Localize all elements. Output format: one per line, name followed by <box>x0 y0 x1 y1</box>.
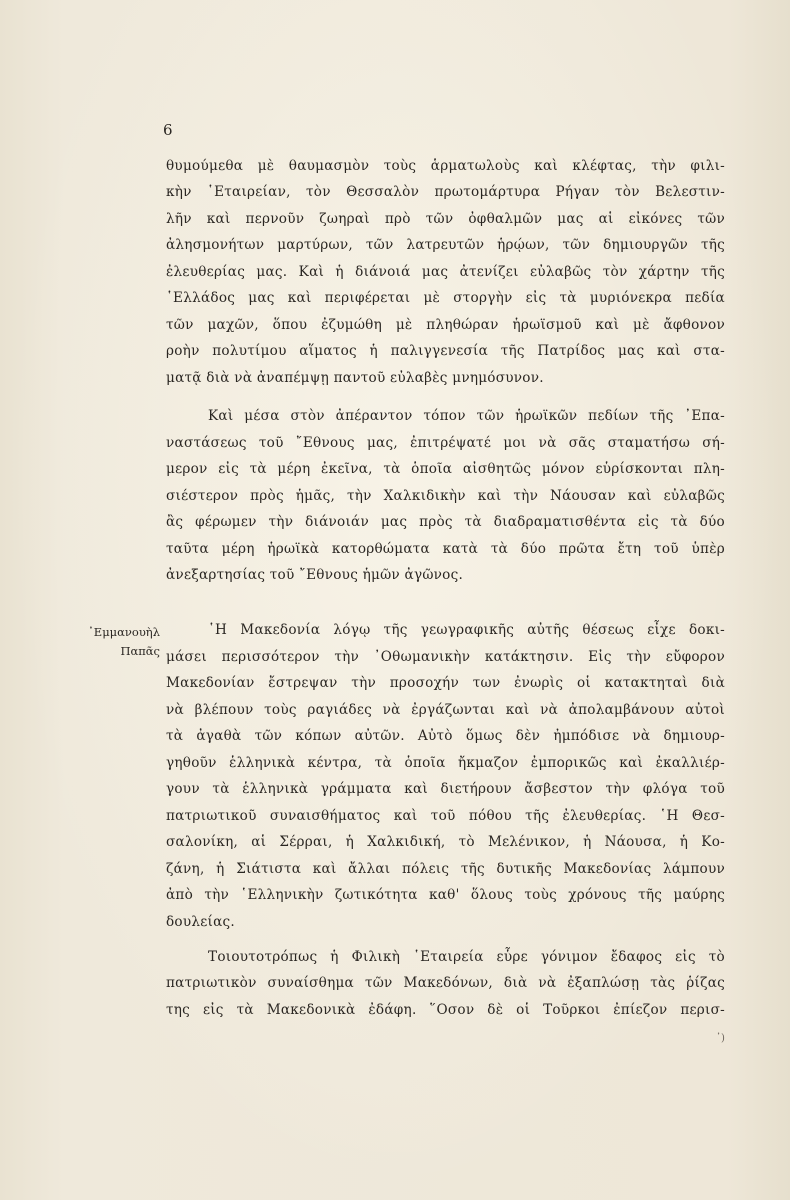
text-line: ἀνεξαρτησίας τοῦ ῎Εθνους ἡμῶν ἀγῶνος. <box>166 567 464 583</box>
text-line: ἂς φέρωμεν τὴν διάνοιάν μας πρὸς τὰ διαδραματισθέντα εἰς τὰ δύο <box>166 514 725 530</box>
text-line: πατριωτικὸν συναίσθημα τῶν Μακεδόνων, διὰ νὰ ἐξαπλώσῃ τὰς ῥίζας <box>166 975 725 991</box>
text-line: τῶν μαχῶν, ὅπου ἐζυμώθη μὲ πληθώραν ἡρωϊσμοῦ καὶ μὲ ἄφθονον <box>166 317 725 333</box>
text-line: σιέστερον πρὸς ἡμᾶς, τὴν Χαλκιδικὴν καὶ τὴν Νάουσαν καὶ εὐλαβῶς <box>166 488 725 504</box>
text-line: σαλονίκη, αἱ Σέρραι, ἡ Χαλκιδική, τὸ Μελένικον, ἡ Νάουσα, ἡ Κο- <box>166 834 725 850</box>
text-line: ροὴν πολυτίμου αἵματος ἡ παλιγγενεσία τῆς Πατρίδος μας καὶ στα- <box>166 343 725 359</box>
text-line: Μακεδονίαν ἔστρεψαν τὴν προσοχήν των ἐνωρὶς οἱ κατακτηταὶ διὰ <box>166 675 725 691</box>
text-line: γηθοῦν ἑλληνικὰ κέντρα, τὰ ὁποῖα ἤκμαζον ἐμπορικῶς καὶ ἐκαλλιέρ- <box>166 755 725 771</box>
text-line: θυμούμεθα μὲ θαυμασμὸν τοὺς ἁρματωλοὺς καὶ κλέφτας, τὴν φιλι- <box>166 158 725 174</box>
text-line: μερον εἰς τὰ μέρη ἐκεῖνα, τὰ ὁποῖα αἰσθητῶς μόνον εὑρίσκονται πλη- <box>166 461 725 477</box>
margin-note-line: Παπᾶς <box>120 644 160 658</box>
text-line: της εἰς τὰ Μακεδονικὰ ἐδάφη. ῞Οσον δὲ οἱ Τοῦρκοι ἐπίεζον περισ- <box>166 1002 725 1018</box>
margin-note-line: ᾿Εμμανουὴλ <box>88 625 160 639</box>
page-number: 6 <box>163 121 173 139</box>
text-line: ματᾷ διὰ νὰ ἀναπέμψῃ παντοῦ εὐλαβὲς μνημόσυνον. <box>166 370 544 386</box>
text-line: ταῦτα μέρη ἡρωϊκὰ κατορθώματα κατὰ τὰ δύο πρῶτα ἔτη τοῦ ὑπὲρ <box>166 541 725 557</box>
text-line: Τοιουτοτρόπως ἡ Φιλικὴ ῾Εταιρεία εὗρε γόνιμον ἔδαφος εἰς τὸ <box>208 949 725 965</box>
text-line: ναστάσεως τοῦ ῎Εθνους μας, ἐπιτρέψατέ μοι νὰ σᾶς σταματήσω σή- <box>166 435 725 451</box>
text-line: ῾Η Μακεδονία λόγῳ τῆς γεωγραφικῆς αὐτῆς θέσεως εἶχε δοκι- <box>208 622 725 638</box>
text-line: πατριωτικοῦ συναισθήματος καὶ τοῦ πόθου τῆς ἐλευθερίας. ῾Η Θεσ- <box>166 808 725 824</box>
text-line: ἐλευθερίας μας. Καὶ ἡ διάνοιά μας ἀτενίζει εὐλαβῶς τὸν χάρτην τῆς <box>166 264 725 280</box>
stray-ink-mark: ᾿) <box>716 1033 725 1044</box>
text-line: μάσει περισσότερον τὴν ᾿Οθωμανικὴν κατάκτησιν. Εἰς τὴν εὔφορον <box>166 649 725 665</box>
text-line: τὰ ἀγαθὰ τῶν κόπων αὐτῶν. Αὐτὸ ὅμως δὲν ἠμπόδισε νὰ δημιουρ- <box>166 728 725 744</box>
text-line: ῾Ελλάδος μας καὶ περιφέρεται μὲ στοργὴν εἰς τὰ μυριόνεκρα πεδία <box>166 290 725 306</box>
text-line: γουν τὰ ἑλληνικὰ γράμματα καὶ διετήρουν ἄσβεστον τὴν φλόγα τοῦ <box>166 781 725 797</box>
text-line: δουλείας. <box>166 914 235 930</box>
text-line: λῆν καὶ περνοῦν ζωηραὶ πρὸ τῶν ὀφθαλμῶν μας αἱ εἰκόνες τῶν <box>166 211 725 227</box>
text-line: ἀλησμονήτων μαρτύρων, τῶν λατρευτῶν ἡρῴων, τῶν δημιουργῶν τῆς <box>166 237 725 253</box>
text-line: κὴν ῾Εταιρείαν, τὸν Θεσσαλὸν πρωτομάρτυρα Ρήγαν τὸν Βελεστιν- <box>166 184 725 200</box>
text-line: ζάνη, ἡ Σιάτιστα καὶ ἄλλαι πόλεις τῆς δυτικῆς Μακεδονίας λάμπουν <box>166 861 725 877</box>
text-line: ἀπὸ τὴν ῾Ελληνικὴν ζωτικότητα καθ' ὅλους τοὺς χρόνους τῆς μαύρης <box>166 887 725 903</box>
text-line: Καὶ μέσα στὸν ἀπέραντον τόπον τῶν ἡρωϊκῶν πεδίων τῆς ᾿Επα- <box>208 408 725 424</box>
text-line: νὰ βλέπουν τοὺς ραγιάδες νὰ ἐργάζωνται καὶ νὰ ἀπολαμβάνουν αὐτοὶ <box>166 702 725 718</box>
